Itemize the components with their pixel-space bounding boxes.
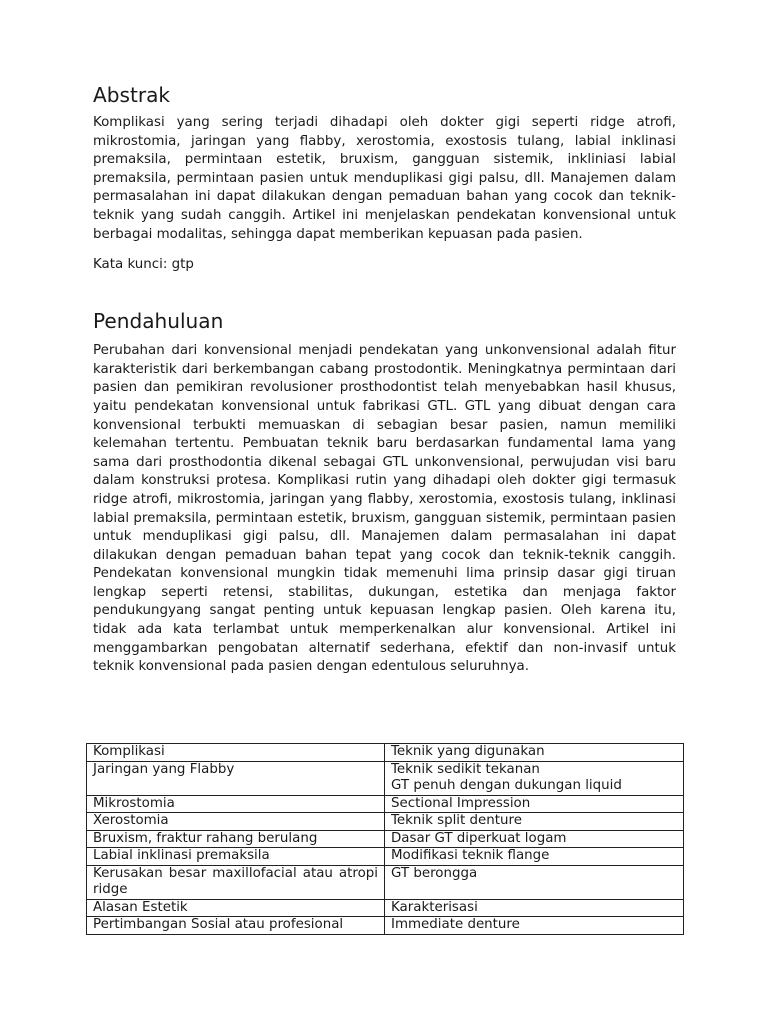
table-row — [87, 813, 684, 831]
complications-table-wrapper — [86, 743, 683, 935]
technique-cell: Modifikasi teknik flange — [385, 848, 684, 866]
technique-line: GT penuh dengan dukungan liquid — [391, 778, 622, 793]
document-page — [93, 83, 676, 677]
complication-cell: Jaringan yang Flabby — [87, 761, 385, 795]
technique-cell: Sectional Impression — [385, 795, 684, 813]
technique-cell: GT berongga — [385, 865, 684, 899]
abstract-heading: Abstrak — [93, 83, 170, 107]
table-header-row — [87, 744, 684, 762]
technique-cell — [385, 761, 684, 795]
technique-cell: Immediate denture — [385, 917, 684, 935]
introduction-heading: Pendahuluan — [93, 309, 224, 334]
table-row — [87, 795, 684, 813]
table-row — [87, 830, 684, 848]
table-row — [87, 917, 684, 935]
header-technique: Teknik yang digunakan — [385, 744, 684, 762]
header-complication: Komplikasi — [87, 744, 385, 762]
complication-cell: Pertimbangan Sosial atau profesional — [87, 917, 385, 935]
table-row — [87, 865, 684, 899]
complications-table — [86, 743, 684, 935]
technique-line: Teknik sedikit tekanan — [391, 761, 540, 777]
table-row — [87, 848, 684, 866]
complication-cell: Alasan Estetik — [87, 899, 385, 917]
table-row — [87, 761, 684, 795]
complication-cell: Xerostomia — [87, 813, 385, 831]
table-row — [87, 899, 684, 917]
introduction-paragraph: Perubahan dari konvensional menjadi pendekatan yang unkonvensional adalah fitur karakteristik dari berkembangan cabang prostodontik. Meningkatnya permintaan dari pasien dan pemikiran revolusioner prosthodontist telah menyebabkan hasil khusus, yaitu pendekatan konvensional untuk fabrikasi GTL. GTL yang dibuat dengan cara konvensional terbukti memuaskan di sebagian besar pasien, namun memiliki kelemahan tertentu. Pembuatan teknik baru berdasarkan fundamental lama yang sama dari prosthodontia dikenal sebagai GTL unkonvensional, perwujudan visi baru dalam konstruksi protesa. Komplikasi rutin yang dihadapi oleh dokter gigi termasuk ridge atrofi, mikrostomia, jaringan yang flabby, xerostomia, exostosis tulang, inklinasi labial premaksila, permintaan estetik, bruxism, gangguan sistemik, permintaan pasien untuk menduplikasi gigi palsu, dll. Manajemen dalam permasalahan ini dapat dilakukan dengan pemaduan bahan tepat yang cocok dan teknik-teknik canggih. Pendekatan konvensional mungkin tidak memenuhi lima prinsip dasar gigi tiruan lengkap seperti retensi, stabilitas, dukungan, estetika dan menjaga faktor pendukungyang sangat penting untuk kepuasan lengkap pasien. Oleh karena itu, tidak ada kata terlambat untuk memperkenalkan alur konvensional. Artikel ini menggambarkan pengobatan alternatif sederhana, efektif dan non-invasif untuk teknik konvensional pada pasien dengan edentulous seluruhnya. — [93, 343, 676, 675]
abstract-paragraph: Komplikasi yang sering terjadi dihadapi oleh dokter gigi seperti ridge atrofi, mikrostomia, jaringan yang flabby, xerostomia, exostosis tulang, labial inklinasi premaksila, permintaan estetik, bruxism, gangguan sistemik, inkliniasi labial premaksila, permintaan pasien untuk menduplikasi gigi palsu, dll. Manajemen dalam permasalahan ini dapat dilakukan dengan pemaduan bahan yang cocok dan teknik-teknik yang sudah canggih. Artikel ini menjelaskan pendekatan konvensional untuk berbagai modalitas, sehingga dapat memberikan kepuasan pada pasien. — [93, 115, 676, 242]
complication-cell: Labial inklinasi premaksila — [87, 848, 385, 866]
complication-cell: Bruxism, fraktur rahang berulang — [87, 830, 385, 848]
keywords-line: Kata kunci: gtp — [93, 257, 194, 273]
complication-cell: Mikrostomia — [87, 795, 385, 813]
technique-cell: Karakterisasi — [385, 899, 684, 917]
technique-cell: Dasar GT diperkuat logam — [385, 830, 684, 848]
technique-cell: Teknik split denture — [385, 813, 684, 831]
complication-cell: Kerusakan besar maxillofacial atau atropi ridge — [87, 865, 385, 899]
